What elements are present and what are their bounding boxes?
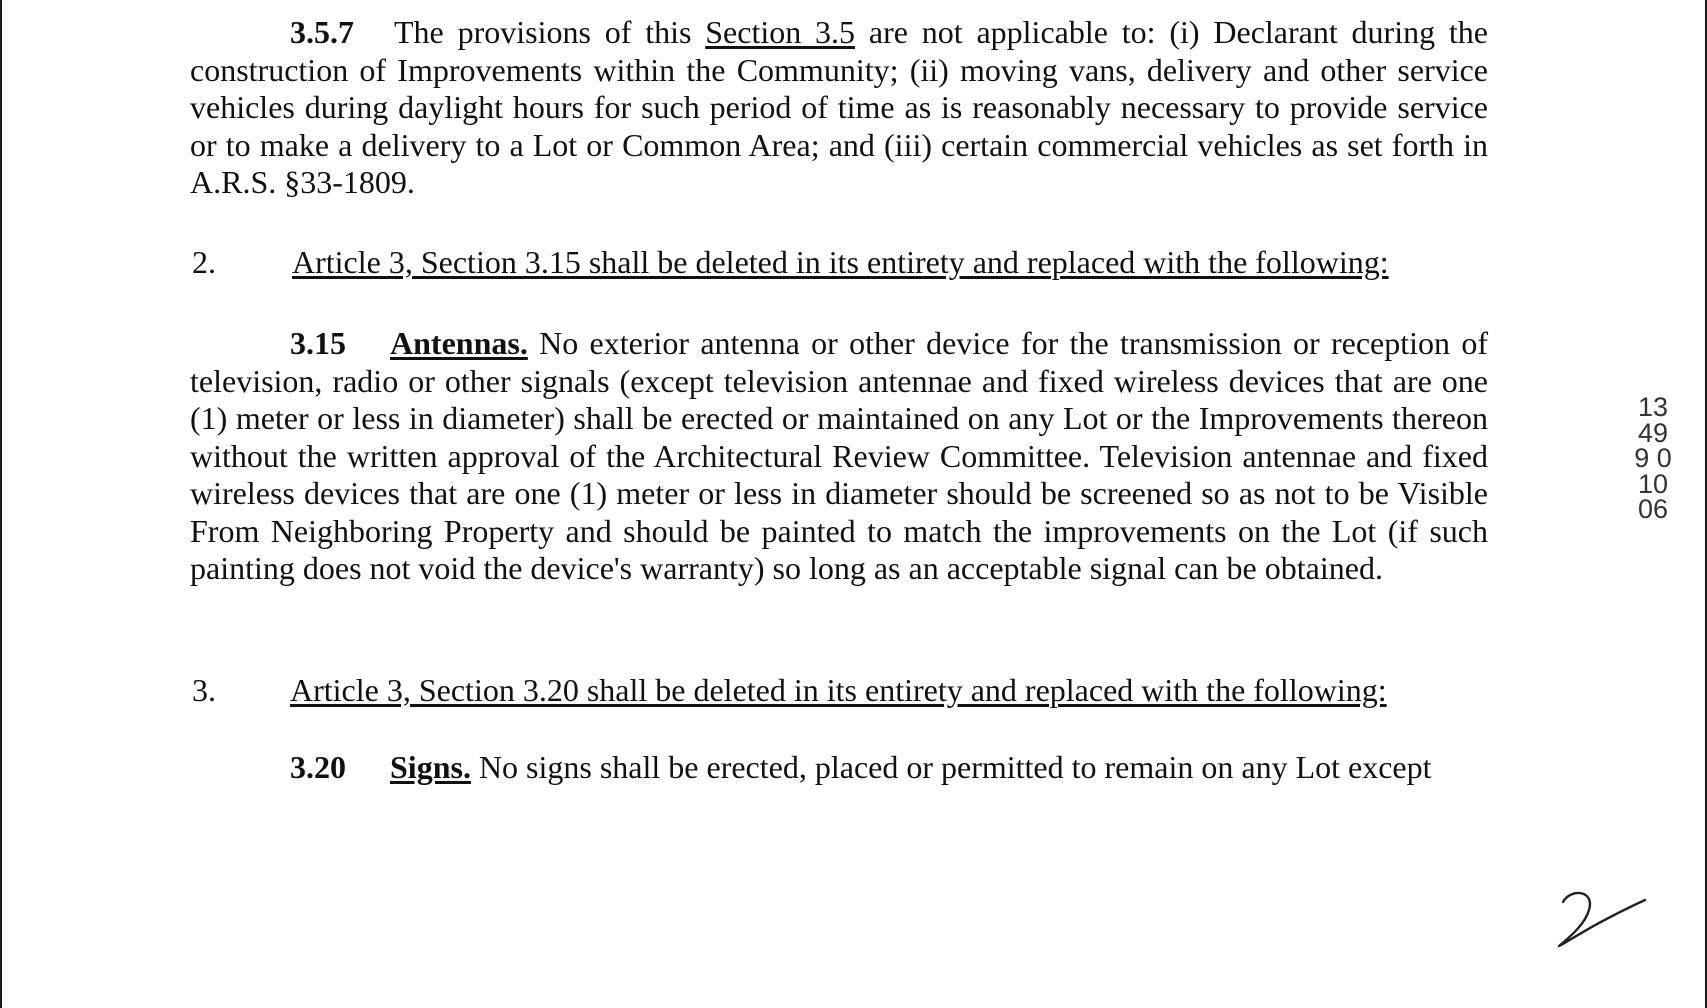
item-2-number: 2. bbox=[192, 244, 216, 280]
item-3-number: 3. bbox=[192, 672, 216, 708]
section-3-15-body: No exterior antenna or other device for the transmission or reception of television, radio or other signals (except television antennae and fixed wireless devices that are one (1) meter or less in diameter) shall be erected or maintained on any Lot or the Improvements thereon without the written approval of the Architectural Review Committee. Television antennae and fixed wireless devices that are one (1) meter or less in diameter should be screened so as not to be Visible From Neighboring Property and should be painted to match the improvements on the Lot (if such painting does not void the device's warranty) so long as an acceptable signal can be obtained. bbox=[190, 325, 1488, 586]
section-3-5-7-text-pre: The provisions of this bbox=[394, 14, 706, 50]
section-3-5-reference: Section 3.5 bbox=[705, 14, 856, 50]
item-2-heading: Article 3, Section 3.15 shall be deleted in its entirety and replaced with the following: bbox=[292, 244, 1389, 280]
section-3-15-number: 3.15 bbox=[290, 325, 346, 361]
section-3-20-title: Signs. bbox=[390, 749, 471, 785]
recording-number: 13499 01006 bbox=[1634, 392, 1672, 524]
handwritten-page-number bbox=[1545, 880, 1655, 960]
scan-edge-left bbox=[0, 0, 2, 1008]
item-3-heading: Article 3, Section 3.20 shall be deleted in its entirety and replaced with the following: bbox=[290, 672, 1387, 708]
section-3-20-body: No signs shall be erected, placed or permitted to remain on any Lot except bbox=[470, 749, 1432, 785]
section-3-20-number: 3.20 bbox=[290, 749, 346, 785]
section-3-5-7-number: 3.5.7 bbox=[290, 14, 354, 50]
section-3-5-7-paragraph bbox=[190, 14, 1488, 202]
section-3-15-title: Antennas. bbox=[390, 325, 528, 361]
section-3-20-paragraph bbox=[190, 749, 1488, 787]
section-3-5-7-text-post: are not applicable to: (i) Declarant during the construction of Improvements within the Community; (ii) moving vans, delivery and other service vehicles during daylight hours for such period of time as is reasonably necessary to provide service or to make a delivery to a Lot or Common Area; and (iii) certain commercial vehicles as set forth in A.R.S. §33-1809. bbox=[190, 14, 1489, 200]
section-3-15-paragraph bbox=[190, 325, 1488, 588]
